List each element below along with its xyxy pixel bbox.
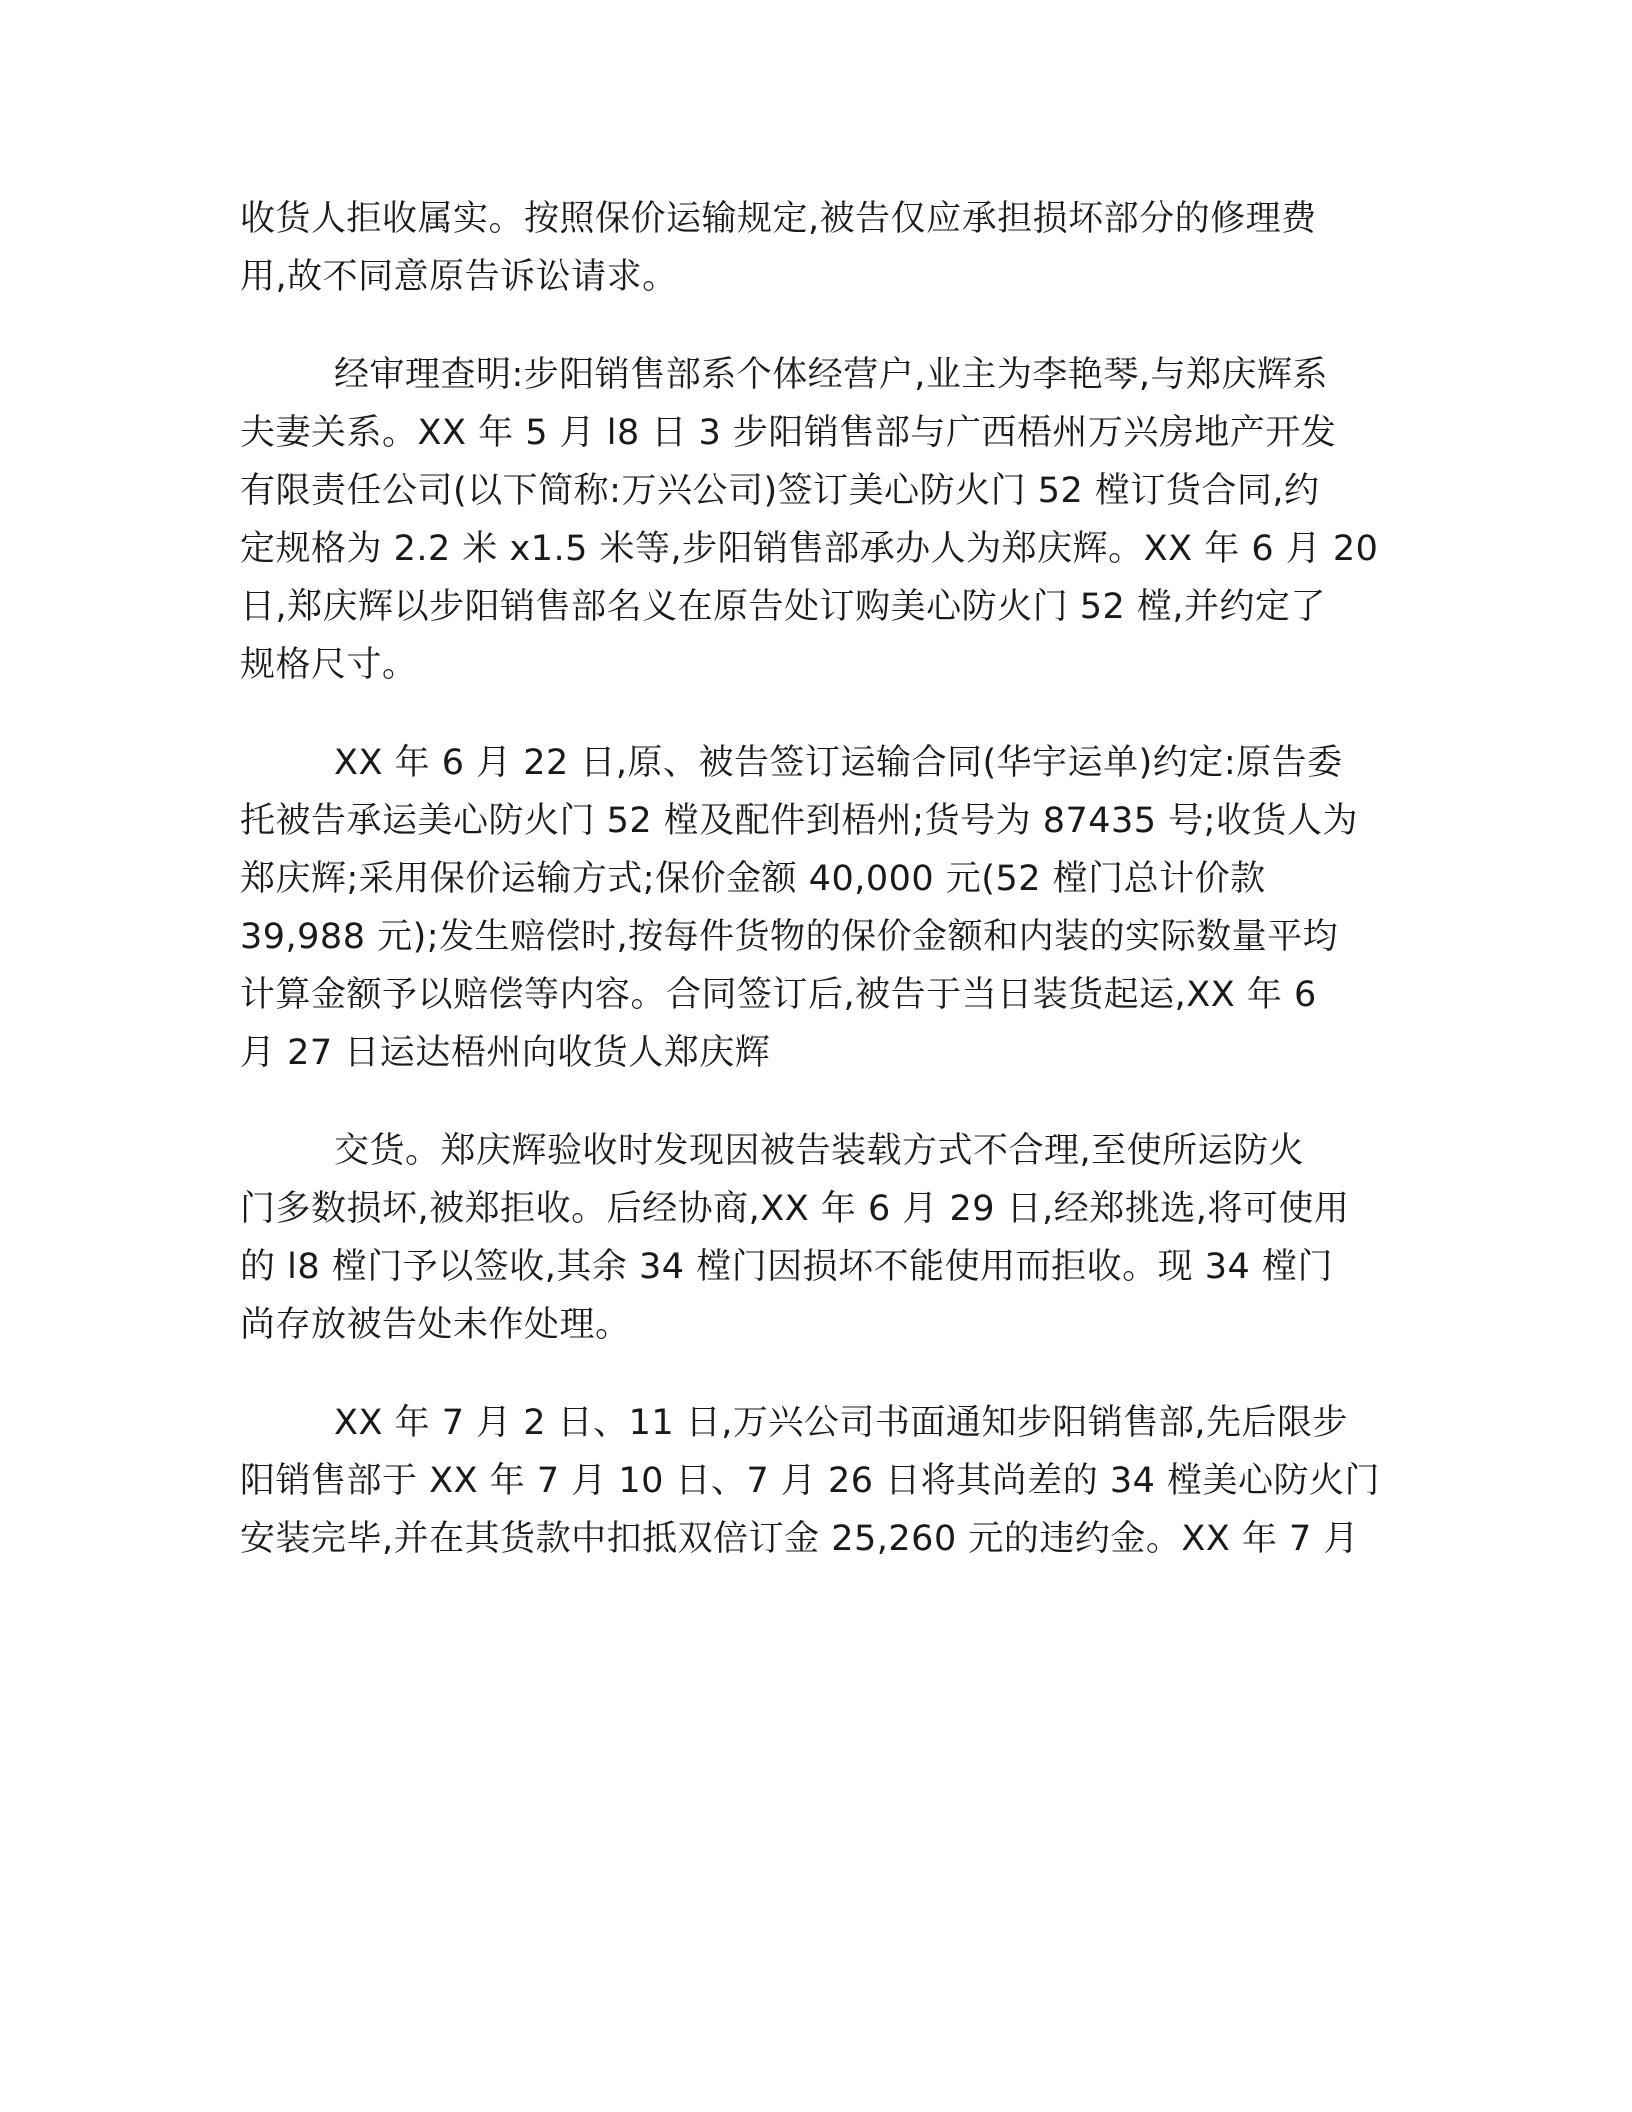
paragraph-3 [240, 734, 1375, 1082]
text-line: 尚存放被告处未作处理。 [240, 1305, 631, 1345]
text-line: 交货。郑庆辉验收时发现因被告装载方式不合理,至使所运防火 [334, 1131, 1305, 1171]
text-line: 托被告承运美心防火门 52 樘及配件到梧州;货号为 87435 号;收货人为 [240, 801, 1358, 841]
paragraph-1 [240, 190, 1375, 306]
text-line: XX 年 7 月 2 日、11 日,万兴公司书面通知步阳销售部,先后限步 [334, 1403, 1349, 1443]
text-line: 定规格为 2.2 米 x1.5 米等,步阳销售部承办人为郑庆辉。XX 年 6 月 20 [240, 529, 1379, 569]
paragraph-2 [240, 346, 1379, 694]
text-line: 郑庆辉;采用保价运输方式;保价金额 40,000 元(52 樘门总计价款 [240, 859, 1266, 899]
paragraph-4 [240, 1122, 1375, 1354]
text-line: 安装完毕,并在其货款中扣抵双倍订金 25,260 元的违约金。XX 年 7 月 [240, 1519, 1359, 1559]
paragraph-5 [240, 1394, 1380, 1568]
text-line: 阳销售部于 XX 年 7 月 10 日、7 月 26 日将其尚差的 34 樘美心防火门 [240, 1461, 1380, 1501]
text-line: 用,故不同意原告诉讼请求。 [240, 257, 678, 297]
text-line: 门多数损坏,被郑拒收。后经协商,XX 年 6 月 29 日,经郑挑选,将可使用 [240, 1189, 1350, 1229]
text-line: 的 l8 樘门予以签收,其余 34 樘门因损坏不能使用而拒收。现 34 樘门 [240, 1247, 1333, 1287]
text-line: 计算金额予以赔偿等内容。合同签订后,被告于当日装货起运,XX 年 6 [240, 975, 1317, 1015]
text-line: 夫妻关系。XX 年 5 月 l8 日 3 步阳销售部与广西梧州万兴房地产开发 [240, 413, 1337, 453]
text-line: XX 年 6 月 22 日,原、被告签订运输合同(华宇运单)约定:原告委 [334, 743, 1343, 783]
text-line: 收货人拒收属实。按照保价运输规定,被告仅应承担损坏部分的修理费 [240, 199, 1317, 239]
text-line: 日,郑庆辉以步阳销售部名义在原告处订购美心防火门 52 樘,并约定了 [240, 587, 1327, 627]
text-line: 月 27 日运达梧州向收货人郑庆辉 [240, 1033, 771, 1073]
document-body [240, 190, 1380, 1608]
text-line: 经审理查明:步阳销售部系个体经营户,业主为李艳琴,与郑庆辉系 [334, 355, 1329, 395]
text-line: 有限责任公司(以下简称:万兴公司)签订美心防火门 52 樘订货合同,约 [240, 471, 1320, 511]
text-line: 39,988 元);发生赔偿时,按每件货物的保价金额和内装的实际数量平均 [240, 917, 1339, 957]
text-line: 规格尺寸。 [240, 645, 418, 685]
